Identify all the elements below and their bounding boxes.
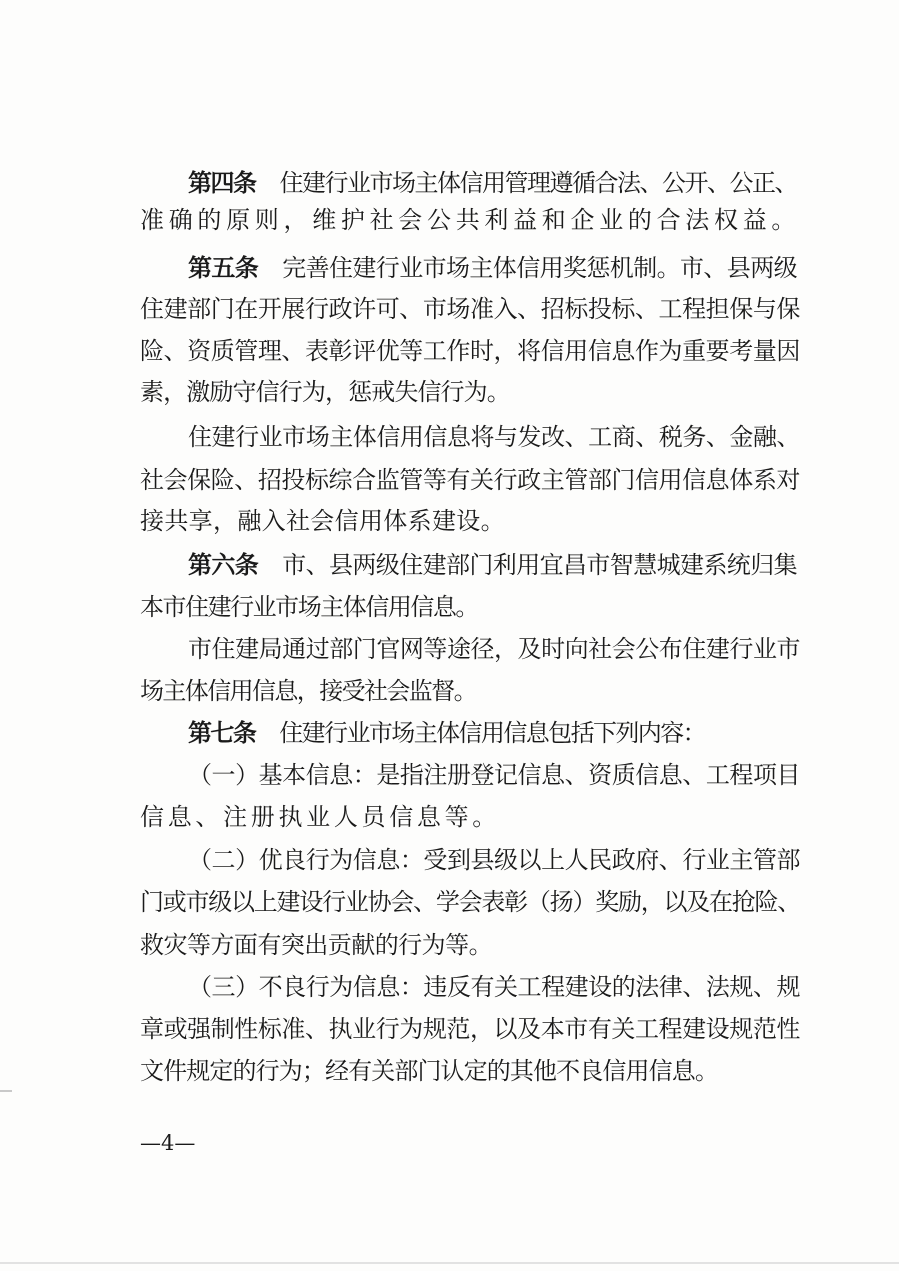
article-5-heading: 第五条: [188, 254, 259, 282]
article-5-line-2: 住建部门在开展行政许可、市场准入、招标投标、工程担保与保: [140, 295, 800, 323]
article-5-line-1: [188, 253, 797, 283]
article-7-heading: 第七条: [188, 719, 256, 747]
bottom-edge-line: [0, 1262, 899, 1264]
item-2-line-2: 门或市级以上建设行业协会、学会表彰（扬）奖励，以及在抢险、: [140, 888, 801, 916]
item-3-line-1: （三）不良行为信息：违反有关工程建设的法律、法规、规: [188, 973, 801, 1001]
article-7-line-1: [188, 718, 705, 748]
item-2-line-1: （二）优良行为信息：受到县级以上人民政府、行业主管部: [188, 846, 801, 874]
article-5-para-2-line-2: 社会保险、招投标综合监管等有关行政主管部门信用信息体系对: [140, 466, 800, 494]
item-3-line-3: 文件规定的行为；经有关部门认定的其他不良信用信息。: [140, 1057, 718, 1085]
article-5-line-3: 险、资质管理、表彰评优等工作时，将信用信息作为重要考量因: [140, 337, 800, 365]
page-number: —4—: [140, 1131, 196, 1155]
article-4-line-1: [188, 168, 797, 198]
article-6-para-2-line-2: 场主体信用信息，接受社会监督。: [140, 677, 476, 705]
article-6-line-2: 本市住建行业市场主体信用信息。: [140, 593, 478, 621]
article-6-heading: 第六条: [188, 551, 259, 579]
item-3-line-2: 章或强制性标准、执业行为规范，以及本市有关工程建设规范性: [140, 1015, 800, 1043]
article-6-line-1: [188, 550, 797, 580]
article-6-text: 市、县两级住建部门利用宜昌市智慧城建系统归集: [282, 551, 798, 579]
edge-mark: [0, 1090, 12, 1092]
article-4-line-2: 准确的原则，维护社会公共利益和企业的合法权益。: [140, 206, 801, 234]
article-5-line-4: 素，激励守信行为，惩戒失信行为。: [140, 378, 510, 406]
article-4-text: 住建行业市场主体信用管理遵循合法、公开、公正、: [279, 169, 797, 197]
article-5-text: 完善住建行业市场主体信用奖惩机制。市、县两级: [282, 254, 798, 282]
article-7-text: 住建行业市场主体信用信息包括下列内容：: [279, 719, 706, 747]
article-4-heading: 第四条: [188, 169, 256, 197]
item-1-line-2: 信息、注册执业人员信息等。: [140, 803, 500, 831]
article-6-para-2-line-1: 市住建局通过部门官网等途径，及时向社会公布住建行业市: [188, 635, 801, 663]
article-5-para-2-line-1: 住建行业市场主体信用信息将与发改、工商、税务、金融、: [188, 423, 801, 451]
item-2-line-3: 救灾等方面有突出贡献的行为等。: [140, 931, 493, 959]
article-5-para-2-line-3: 接共享，融入社会信用体系建设。: [140, 507, 505, 535]
item-1-line-1: （一）基本信息：是指注册登记信息、资质信息、工程项目: [188, 761, 801, 789]
